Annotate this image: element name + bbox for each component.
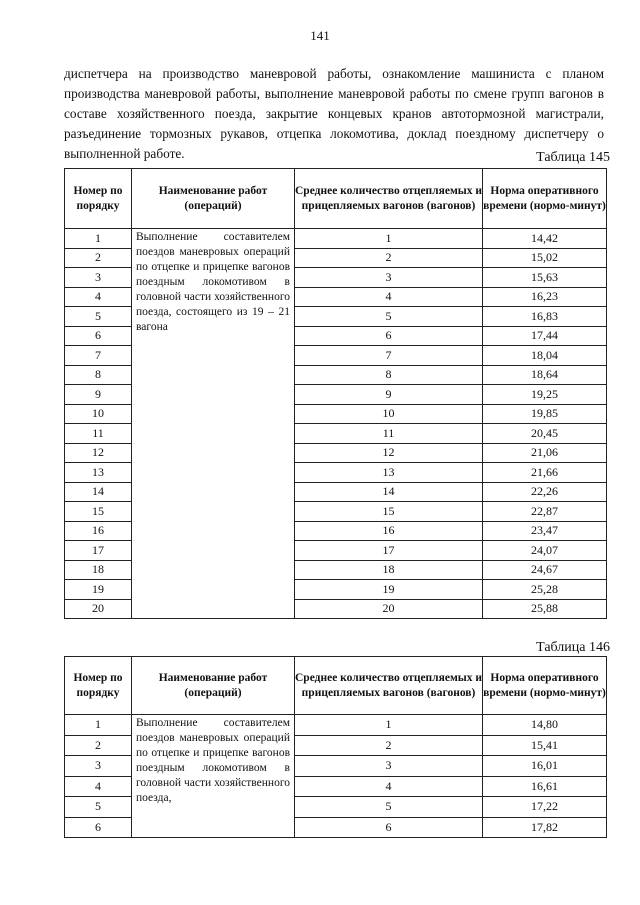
wagon-count-cell: 2	[295, 248, 483, 268]
row-number-cell: 20	[65, 599, 132, 619]
row-number-cell: 2	[65, 248, 132, 268]
header-wagon-count: Среднее количество отцепляемых и прицепляемых вагонов (вагонов)	[295, 657, 483, 715]
wagon-count-cell: 1	[295, 715, 483, 736]
row-number-cell: 4	[65, 776, 132, 797]
wagon-count-cell: 3	[295, 756, 483, 777]
time-norm-cell: 18,04	[483, 346, 607, 366]
time-norm-cell: 16,01	[483, 756, 607, 777]
time-norm-cell: 15,41	[483, 735, 607, 756]
row-number-cell: 8	[65, 365, 132, 385]
wagon-count-cell: 12	[295, 443, 483, 463]
row-number-cell: 12	[65, 443, 132, 463]
wagon-count-cell: 5	[295, 307, 483, 327]
row-number-cell: 3	[65, 756, 132, 777]
wagon-count-cell: 4	[295, 776, 483, 797]
page-number: 141	[310, 28, 330, 43]
table-row	[65, 715, 607, 736]
wagon-count-cell: 2	[295, 735, 483, 756]
wagon-count-cell: 6	[295, 817, 483, 838]
table-row	[65, 229, 607, 249]
wagon-count-cell: 3	[295, 268, 483, 288]
row-number-cell: 19	[65, 580, 132, 600]
intro-paragraph: диспетчера на производство маневровой работы, ознакомление машиниста с планом производства маневровой работы, выполнение маневровой работы по смене групп вагонов в составе хозяйственного поезда, закрытие концевых кранов автотормозной магистрали, разъединение тормозных рукавов, отцепка локомотива, доклад поездному диспетчеру о выполненной работе.	[64, 66, 604, 161]
time-norm-cell: 25,28	[483, 580, 607, 600]
time-norm-cell: 22,87	[483, 502, 607, 522]
wagon-count-cell: 7	[295, 346, 483, 366]
wagon-count-cell: 5	[295, 797, 483, 818]
wagon-count-cell: 11	[295, 424, 483, 444]
time-norm-cell: 21,06	[483, 443, 607, 463]
wagon-count-cell: 18	[295, 560, 483, 580]
operation-name-cell: Выполнение составителем поездов маневровых операций по отцепке и прицепке вагонов поездным локомотивом в головной части хозяйственного поезда, состоящего из 19 – 21 вагона	[132, 229, 295, 619]
row-number-cell: 17	[65, 541, 132, 561]
time-norm-cell: 16,83	[483, 307, 607, 327]
time-norm-cell: 17,82	[483, 817, 607, 838]
row-number-cell: 6	[65, 326, 132, 346]
row-number-cell: 11	[65, 424, 132, 444]
row-number-cell: 5	[65, 797, 132, 818]
operation-name-cell: Выполнение составителем поездов маневровых операций по отцепке и прицепке вагонов поездным локомотивом в головной части хозяйственного поезда,	[132, 715, 295, 838]
row-number-cell: 18	[65, 560, 132, 580]
wagon-count-cell: 15	[295, 502, 483, 522]
row-number-cell: 1	[65, 715, 132, 736]
wagon-count-cell: 10	[295, 404, 483, 424]
time-norm-cell: 15,63	[483, 268, 607, 288]
time-norm-cell: 20,45	[483, 424, 607, 444]
time-norm-cell: 16,23	[483, 287, 607, 307]
row-number-cell: 14	[65, 482, 132, 502]
table-146-body	[65, 715, 607, 838]
time-norm-cell: 16,61	[483, 776, 607, 797]
row-number-cell: 15	[65, 502, 132, 522]
time-norm-cell: 14,80	[483, 715, 607, 736]
table-145-body	[65, 229, 607, 619]
row-number-cell: 16	[65, 521, 132, 541]
wagon-count-cell: 13	[295, 463, 483, 483]
row-number-cell: 7	[65, 346, 132, 366]
row-number-cell: 6	[65, 817, 132, 838]
time-norm-cell: 14,42	[483, 229, 607, 249]
wagon-count-cell: 17	[295, 541, 483, 561]
time-norm-cell: 15,02	[483, 248, 607, 268]
table-146-caption: Таблица 146	[536, 640, 610, 655]
row-number-cell: 1	[65, 229, 132, 249]
time-norm-cell: 24,07	[483, 541, 607, 561]
wagon-count-cell: 16	[295, 521, 483, 541]
time-norm-cell: 19,85	[483, 404, 607, 424]
time-norm-cell: 22,26	[483, 482, 607, 502]
wagon-count-cell: 1	[295, 229, 483, 249]
row-number-cell: 3	[65, 268, 132, 288]
wagon-count-cell: 19	[295, 580, 483, 600]
wagon-count-cell: 20	[295, 599, 483, 619]
header-time-norm: Норма оперативного времени (нормо-минут)	[483, 169, 607, 229]
row-number-cell: 4	[65, 287, 132, 307]
time-norm-cell: 23,47	[483, 521, 607, 541]
table-145-caption: Таблица 145	[536, 150, 610, 165]
table-146	[64, 656, 607, 838]
wagon-count-cell: 14	[295, 482, 483, 502]
wagon-count-cell: 4	[295, 287, 483, 307]
table-145	[64, 168, 607, 619]
time-norm-cell: 21,66	[483, 463, 607, 483]
time-norm-cell: 24,67	[483, 560, 607, 580]
row-number-cell: 13	[65, 463, 132, 483]
header-operation-name: Наименование работ (операций)	[132, 169, 295, 229]
header-operation-name: Наименование работ (операций)	[132, 657, 295, 715]
time-norm-cell: 17,44	[483, 326, 607, 346]
row-number-cell: 9	[65, 385, 132, 405]
time-norm-cell: 19,25	[483, 385, 607, 405]
header-number: Номер по порядку	[65, 169, 132, 229]
row-number-cell: 10	[65, 404, 132, 424]
time-norm-cell: 17,22	[483, 797, 607, 818]
time-norm-cell: 25,88	[483, 599, 607, 619]
wagon-count-cell: 9	[295, 385, 483, 405]
header-wagon-count: Среднее количество отцепляемых и прицепляемых вагонов (вагонов)	[295, 169, 483, 229]
header-number: Номер по порядку	[65, 657, 132, 715]
wagon-count-cell: 6	[295, 326, 483, 346]
row-number-cell: 5	[65, 307, 132, 327]
time-norm-cell: 18,64	[483, 365, 607, 385]
header-time-norm: Норма оперативного времени (нормо-минут)	[483, 657, 607, 715]
wagon-count-cell: 8	[295, 365, 483, 385]
row-number-cell: 2	[65, 735, 132, 756]
